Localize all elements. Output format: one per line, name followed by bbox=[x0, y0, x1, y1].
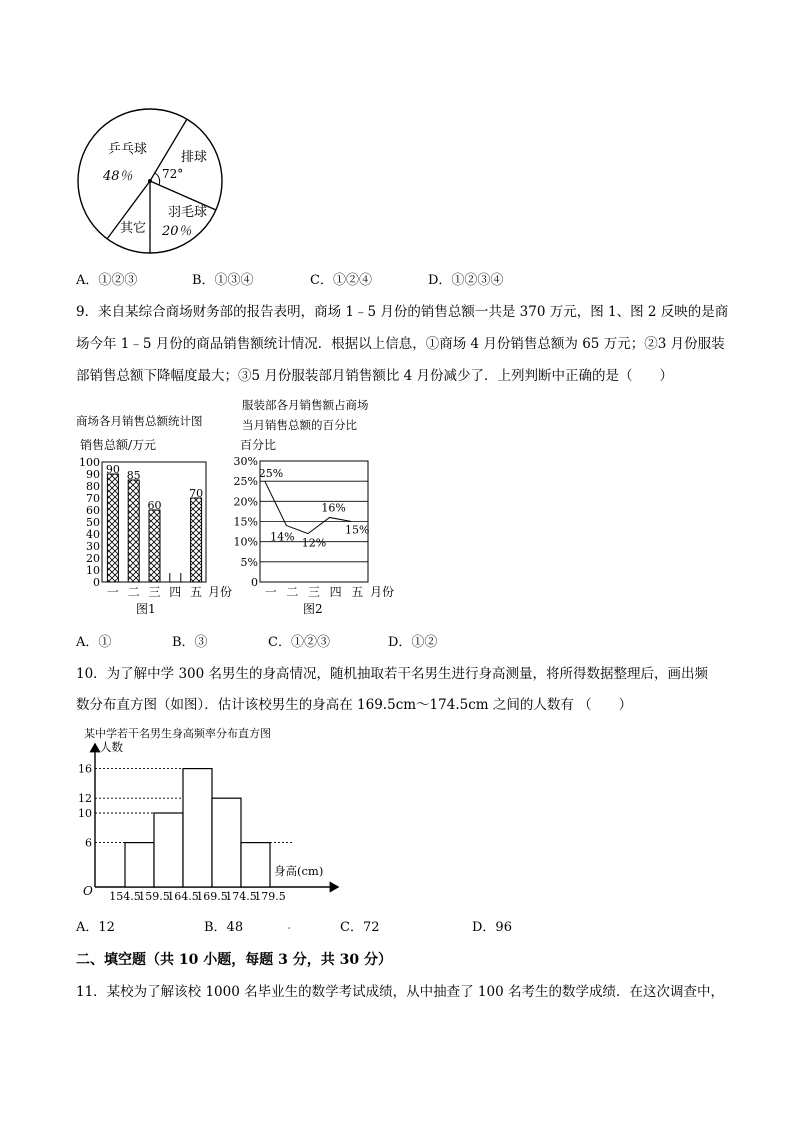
fig1-ytick-label: 60 bbox=[86, 504, 100, 517]
fig2-xlabel: 月份 bbox=[370, 585, 395, 599]
pie-label-volleyball: 排球 bbox=[181, 150, 208, 165]
fig1-bar bbox=[128, 480, 139, 582]
fig1-ytick-label: 20 bbox=[86, 552, 100, 565]
fig3-bin-edge-label: 154.5 bbox=[109, 890, 141, 903]
fig1-title: 商场各月销售总额统计图 bbox=[76, 414, 203, 428]
section-2-title: 二、填空题（共 10 小题，每题 3 分，共 30 分） bbox=[76, 952, 392, 968]
fig3-bar bbox=[183, 769, 212, 887]
fig3-origin: O bbox=[83, 884, 93, 898]
pie-center bbox=[148, 179, 152, 183]
q9-line-1: 9．来自某综合商场财务部的报告表明，商场 1﹣5 月份的销售总额一共是 370 万元，图 1、图 2 反映的是商 bbox=[76, 304, 729, 320]
q9-option-b[interactable]: B．③ bbox=[172, 635, 208, 650]
fig1-ytick-label: 0 bbox=[93, 576, 100, 589]
fig3-bin-edge-label: 179.5 bbox=[254, 890, 286, 903]
fig2-ytick-label: 5% bbox=[240, 555, 258, 569]
q10-line-1: 10．为了解中学 300 名男生的身高情况，随机抽取若干名男生进行身高测量，将所得数据整理后，画出频 bbox=[76, 666, 709, 682]
fig3-bin-edge-label: 164.5 bbox=[167, 890, 199, 903]
fig2-data-label: 15% bbox=[344, 523, 370, 537]
pie-label-other: 其它 bbox=[120, 221, 147, 236]
fig3-bar bbox=[212, 798, 241, 887]
fig3-ytick-label: 6 bbox=[85, 836, 92, 850]
pie-angle-label: 72° bbox=[162, 167, 184, 181]
fig2-ytick-label: 30% bbox=[233, 455, 258, 468]
q9-option-c[interactable]: C．①②③ bbox=[268, 635, 330, 650]
q10-stray-dot: . bbox=[287, 917, 292, 933]
figure-2-line-chart bbox=[230, 395, 400, 622]
q11-line-1: 11．某校为了解该校 1000 名毕业生的数学考试成绩，从中抽查了 100 名考生的数学成绩．在这次调查中， bbox=[76, 984, 724, 1000]
fig2-caption: 图2 bbox=[303, 602, 323, 616]
fig2-ytick-label: 25% bbox=[233, 475, 258, 489]
figure-1-bar-chart bbox=[70, 410, 240, 622]
fig3-ylabel: 人数 bbox=[100, 740, 123, 754]
q10-option-c[interactable]: C．72 bbox=[340, 920, 380, 935]
q10-line-2: 数分布直方图（如图）．估计该校男生的身高在 169.5cm～174.5cm 之间的人数有 （ ） bbox=[76, 697, 633, 713]
fig2-category-label: 三 bbox=[307, 585, 321, 599]
fig1-ytick-label: 90 bbox=[86, 468, 100, 481]
fig1-xlabel: 月份 bbox=[208, 585, 233, 599]
fig1-bar bbox=[107, 474, 118, 582]
q9-line-3: 部销售总额下降幅度最大；③5 月份服装部月销售额比 4 月份减少了．上列判断中正确的是（ ） bbox=[76, 368, 674, 384]
fig3-title: 某中学若干名男生身高频率分布直方图 bbox=[84, 727, 271, 740]
q9-line-2: 场今年 1﹣5 月份的商品销售额统计情况．根据以上信息，①商场 4 月份销售总额为 65 万元；②3 月份服装 bbox=[76, 336, 725, 352]
fig1-data-label: 90 bbox=[105, 463, 120, 476]
fig1-category-label: 五 bbox=[190, 585, 203, 599]
fig3-bar bbox=[241, 843, 270, 887]
fig1-data-label: 70 bbox=[189, 487, 204, 500]
q9-option-a[interactable]: A．① bbox=[76, 635, 112, 650]
fig3-bin-edge-label: 159.5 bbox=[138, 890, 170, 903]
fig1-ytick-label: 40 bbox=[86, 528, 100, 541]
q8-option-c[interactable]: C．①②④ bbox=[310, 273, 372, 288]
fig3-bin-edge-label: 174.5 bbox=[225, 890, 257, 903]
fig2-ytick-label: 15% bbox=[233, 515, 258, 529]
pie-label-badminton: 羽毛球 bbox=[168, 205, 208, 220]
fig2-data-label: 16% bbox=[321, 501, 346, 515]
fig2-category-label: 一 bbox=[264, 585, 277, 599]
q9-option-d[interactable]: D．①② bbox=[388, 635, 438, 650]
fig1-category-label: 一 bbox=[106, 585, 119, 599]
fig1-ytick-label: 80 bbox=[86, 480, 100, 493]
fig2-ytick-label: 0 bbox=[251, 576, 258, 589]
fig1-data-label: 85 bbox=[126, 469, 141, 482]
fig2-ytick-label: 10% bbox=[233, 535, 258, 549]
fig1-bar bbox=[149, 510, 160, 582]
fig2-title-line1: 服装部各月销售额占商场 bbox=[242, 398, 369, 412]
fig2-data-label: 12% bbox=[301, 536, 327, 550]
q8-option-a[interactable]: A．①②③ bbox=[76, 273, 138, 288]
fig2-ylabel: 百分比 bbox=[240, 438, 277, 452]
fig2-data-label: 14% bbox=[270, 530, 295, 544]
fig3-ytick-label: 12 bbox=[78, 792, 92, 806]
q8-option-b[interactable]: B．①③④ bbox=[192, 273, 254, 288]
fig1-ylabel: 销售总额/万元 bbox=[80, 438, 157, 452]
q10-option-a[interactable]: A．12 bbox=[76, 920, 115, 935]
fig3-bar bbox=[154, 813, 183, 887]
fig1-ytick-label: 10 bbox=[86, 564, 100, 577]
figure-3-histogram bbox=[75, 722, 345, 908]
fig1-ytick-label: 30 bbox=[86, 540, 100, 553]
fig2-data-label: 25% bbox=[258, 467, 284, 481]
fig3-xlabel: 身高(cm) bbox=[274, 864, 324, 878]
fig2-category-label: 五 bbox=[351, 585, 364, 599]
pie-label-pingpong: 乒乓球 bbox=[108, 142, 148, 157]
fig1-ytick-label: 70 bbox=[86, 492, 100, 505]
fig3-bin-edge-label: 169.5 bbox=[196, 890, 228, 903]
fig1-category-label: 二 bbox=[127, 585, 140, 599]
fig1-ytick-label: 50 bbox=[86, 516, 100, 529]
pie-pct-badminton: 20％ bbox=[162, 224, 192, 239]
fig3-ytick-label: 10 bbox=[78, 807, 92, 820]
pie-pct-pingpong: 48％ bbox=[103, 169, 133, 184]
fig1-ytick-label: 100 bbox=[79, 456, 100, 469]
fig2-title-line2: 当月销售总额的百分比 bbox=[242, 418, 357, 432]
fig1-data-label: 60 bbox=[147, 499, 162, 512]
fig1-caption: 图1 bbox=[136, 602, 156, 616]
fig1-category-label: 三 bbox=[148, 585, 161, 599]
fig2-category-label: 二 bbox=[286, 585, 299, 599]
fig3-ytick-label: 16 bbox=[78, 762, 92, 776]
fig2-category-label: 四 bbox=[329, 585, 342, 599]
pie-chart bbox=[70, 108, 240, 268]
fig3-bar bbox=[125, 843, 154, 887]
q10-option-d[interactable]: D．96 bbox=[472, 920, 512, 935]
q10-option-b[interactable]: B．48 bbox=[204, 920, 244, 935]
fig2-ytick-label: 20% bbox=[233, 495, 258, 509]
q8-option-d[interactable]: D．①②③④ bbox=[428, 273, 504, 288]
fig1-bar bbox=[191, 498, 202, 582]
fig1-category-label: 四 bbox=[169, 585, 182, 599]
